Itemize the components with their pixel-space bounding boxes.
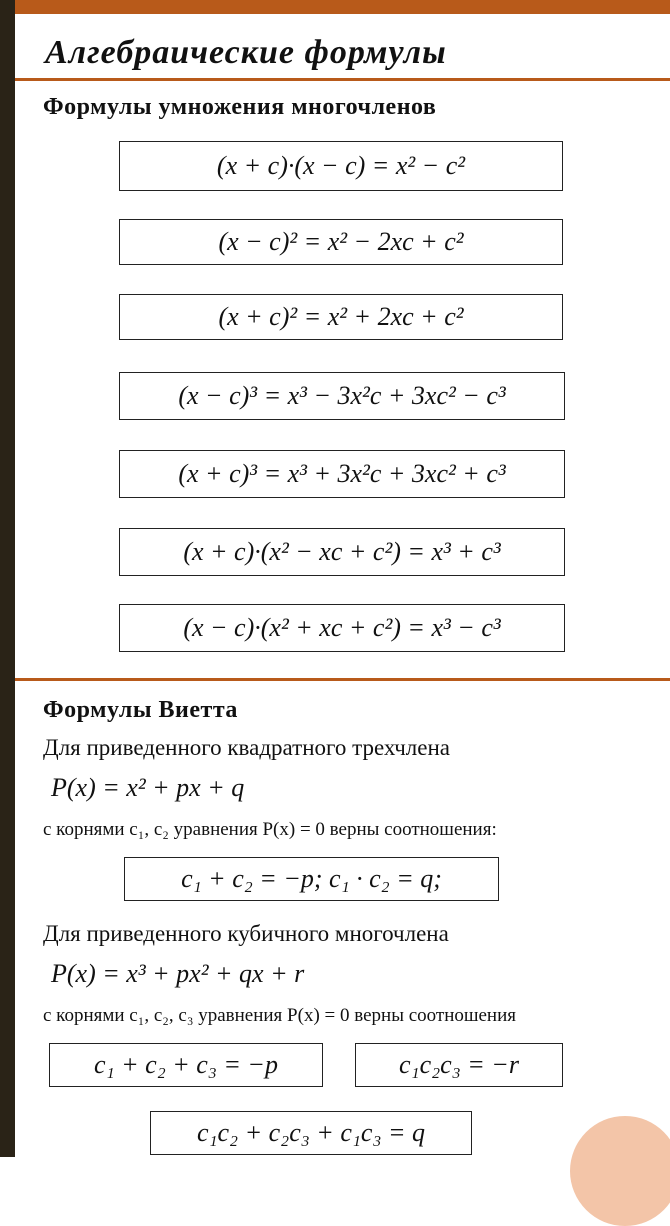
- cubic-product-relation-box: c₁c₂c₃ = −r: [355, 1043, 563, 1087]
- quadratic-intro-text: Для приведенного квадратного трехчлена: [43, 735, 450, 760]
- quadratic-roots-text: с корнями c₁, c₂ уравнения P(x) = 0 верны соотношения:: [43, 819, 497, 840]
- formula-box-5: (x + c)³ = x³ + 3x²c + 3xc² + c³: [119, 450, 565, 498]
- page-title: Алгебраические формулы: [45, 34, 447, 71]
- formula-box-4: (x − c)³ = x³ − 3x²c + 3xc² − c³: [119, 372, 565, 420]
- quadratic-relations-box: c₁ + c₂ = −p; c₁ · c₂ = q;: [124, 857, 499, 901]
- section-divider: [15, 678, 670, 681]
- section-vieta-title: Формулы Виетта: [43, 697, 238, 723]
- left-border-bar: [0, 0, 15, 1157]
- formula-box-7: (x − c)·(x² + xc + c²) = x³ − c³: [119, 604, 565, 652]
- cubic-intro-text: Для приведенного кубичного многочлена: [43, 921, 449, 946]
- title-divider: [15, 78, 670, 81]
- formula-box-1: (x + c)·(x − c) = x² − c²: [119, 141, 563, 191]
- top-accent-bar: [15, 0, 670, 14]
- formula-box-3: (x + c)² = x² + 2xc + c²: [119, 294, 563, 340]
- formula-box-2: (x − c)² = x² − 2xc + c²: [119, 219, 563, 265]
- decorative-circle: [570, 1116, 670, 1226]
- cubic-pairs-relation-box: c₁c₂ + c₂c₃ + c₁c₃ = q: [150, 1111, 472, 1155]
- formula-box-6: (x + c)·(x² − xc + c²) = x³ + c³: [119, 528, 565, 576]
- document-page: [15, 14, 670, 1157]
- cubic-polynomial: P(x) = x³ + px² + qx + r: [51, 959, 305, 988]
- cubic-roots-text: с корнями c₁, c₂, c₃ уравнения P(x) = 0 верны соотношения: [43, 1005, 517, 1026]
- cubic-sum-relation-box: c₁ + c₂ + c₃ = −p: [49, 1043, 323, 1087]
- quadratic-polynomial: P(x) = x² + px + q: [51, 773, 245, 802]
- section-multiplication-title: Формулы умножения многочленов: [43, 94, 437, 120]
